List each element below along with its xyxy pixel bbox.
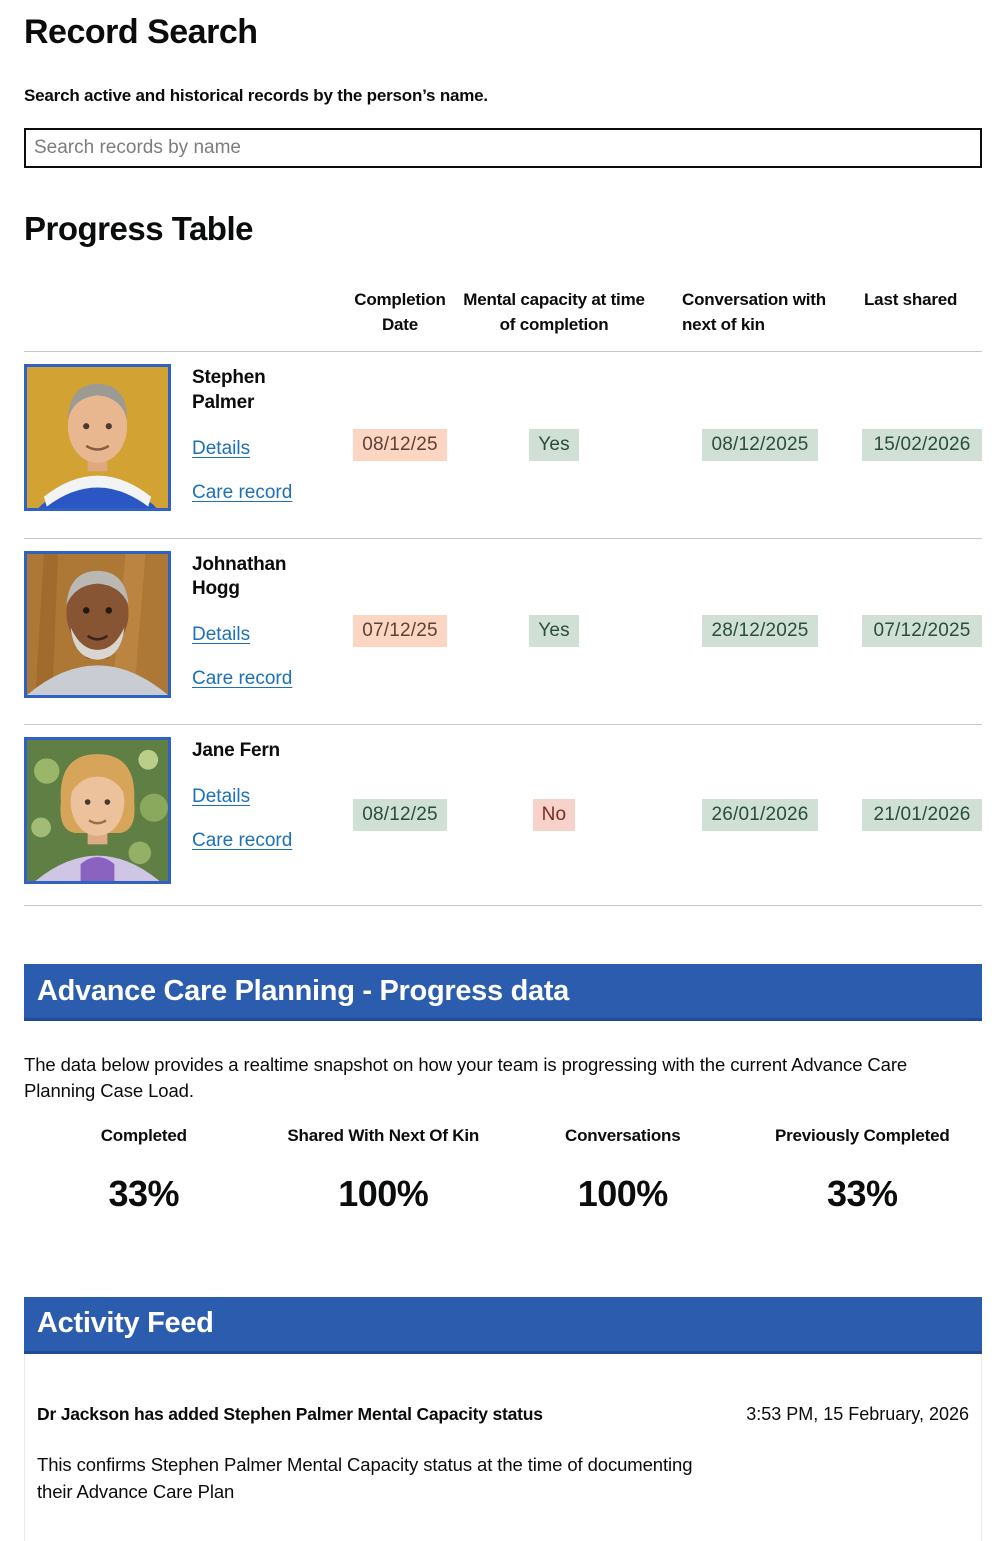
stat-value: 100% bbox=[577, 1172, 668, 1214]
mental-capacity-tag: Yes bbox=[529, 615, 579, 647]
person-name: Johnathan Hogg bbox=[192, 553, 287, 600]
mental-capacity-tag: Yes bbox=[529, 429, 579, 461]
stat-label: Previously Completed bbox=[774, 1125, 950, 1145]
person-name: Jane Fern bbox=[192, 740, 280, 762]
completion-date-tag: 07/12/25 bbox=[353, 615, 447, 647]
stat-completed bbox=[24, 1126, 264, 1215]
progress-stats bbox=[24, 1126, 982, 1215]
stat-previously-completed bbox=[743, 1126, 983, 1215]
progress-data-description: The data below provides a realtime snapshot on how your team is progressing with the current Advance Care Planning Case Load. bbox=[24, 1054, 908, 1101]
progress-data-banner-title: Advance Care Planning - Progress data bbox=[37, 974, 570, 1007]
person-cell bbox=[192, 364, 338, 525]
stat-label: Shared With Next Of Kin bbox=[287, 1125, 480, 1145]
stat-label: Completed bbox=[100, 1125, 187, 1145]
patient-photo-jane-fern bbox=[24, 737, 171, 884]
stat-value: 33% bbox=[826, 1172, 898, 1214]
column-mental-capacity: Mental capacity at time of completion bbox=[463, 290, 645, 334]
stat-conversations bbox=[503, 1126, 743, 1215]
stat-shared-with-next-of-kin bbox=[264, 1126, 504, 1215]
details-link[interactable]: Details bbox=[192, 437, 251, 459]
stat-label: Conversations bbox=[565, 1125, 681, 1145]
details-link[interactable]: Details bbox=[192, 624, 251, 646]
activity-feed-item bbox=[37, 1404, 969, 1506]
conversation-date-tag: 26/01/2026 bbox=[702, 799, 817, 831]
photo-cell bbox=[24, 737, 192, 884]
completion-date-tag: 08/12/25 bbox=[353, 429, 447, 461]
mental-capacity-tag: No bbox=[533, 799, 576, 831]
stylized-portrait bbox=[27, 554, 168, 695]
activity-feed-banner-title: Activity Feed bbox=[37, 1307, 214, 1340]
activity-feed-banner bbox=[24, 1297, 982, 1354]
table-row-stephen-palmer bbox=[24, 352, 982, 538]
last-shared-tag: 15/02/2026 bbox=[862, 429, 982, 461]
activity-item-header bbox=[37, 1404, 969, 1425]
record-search-title: Record Search bbox=[24, 13, 258, 51]
activity-item-body: This confirms Stephen Palmer Mental Capacity status at the time of documenting their Advance Care Plan bbox=[37, 1453, 693, 1502]
table-row-jane-fern bbox=[24, 725, 982, 906]
care-record-link[interactable]: Care record bbox=[192, 481, 293, 503]
completion-date-tag: 08/12/25 bbox=[353, 799, 447, 831]
progress-table-title: Progress Table bbox=[24, 210, 253, 247]
search-input[interactable] bbox=[24, 128, 982, 168]
stylized-portrait bbox=[27, 740, 168, 881]
patient-photo-stephen-palmer bbox=[24, 364, 171, 511]
person-name: Stephen Palmer bbox=[192, 367, 266, 413]
patient-photo-johnathan-hogg bbox=[24, 551, 171, 698]
care-record-link[interactable]: Care record bbox=[192, 668, 293, 690]
progress-data-banner bbox=[24, 964, 982, 1021]
progress-table bbox=[24, 288, 982, 906]
last-shared-tag: 07/12/2025 bbox=[862, 615, 982, 647]
progress-table-header bbox=[24, 288, 982, 352]
activity-item-title: Dr Jackson has added Stephen Palmer Mental Capacity status bbox=[37, 1403, 543, 1424]
record-search-description: Search active and historical records by the person’s name. bbox=[24, 86, 488, 105]
column-conversation-next-of-kin: Conversation with next of kin bbox=[682, 290, 826, 334]
photo-cell bbox=[24, 551, 192, 698]
column-completion-date: Completion Date bbox=[354, 290, 446, 334]
stat-value: 33% bbox=[108, 1172, 180, 1214]
photo-cell bbox=[24, 364, 192, 511]
last-shared-tag: 21/01/2026 bbox=[862, 799, 982, 831]
care-record-link[interactable]: Care record bbox=[192, 829, 293, 851]
page bbox=[0, 13, 1006, 1541]
person-cell bbox=[192, 737, 338, 874]
activity-item-timestamp: 3:53 PM, 15 February, 2026 bbox=[746, 1403, 969, 1424]
activity-feed-card bbox=[24, 1354, 982, 1541]
table-row-johnathan-hogg bbox=[24, 539, 982, 725]
person-cell bbox=[192, 551, 338, 712]
conversation-date-tag: 28/12/2025 bbox=[702, 615, 817, 647]
conversation-date-tag: 08/12/2025 bbox=[702, 429, 817, 461]
details-link[interactable]: Details bbox=[192, 785, 251, 807]
stat-value: 100% bbox=[338, 1172, 429, 1214]
column-last-shared: Last shared bbox=[864, 290, 958, 309]
stylized-portrait bbox=[27, 367, 168, 508]
